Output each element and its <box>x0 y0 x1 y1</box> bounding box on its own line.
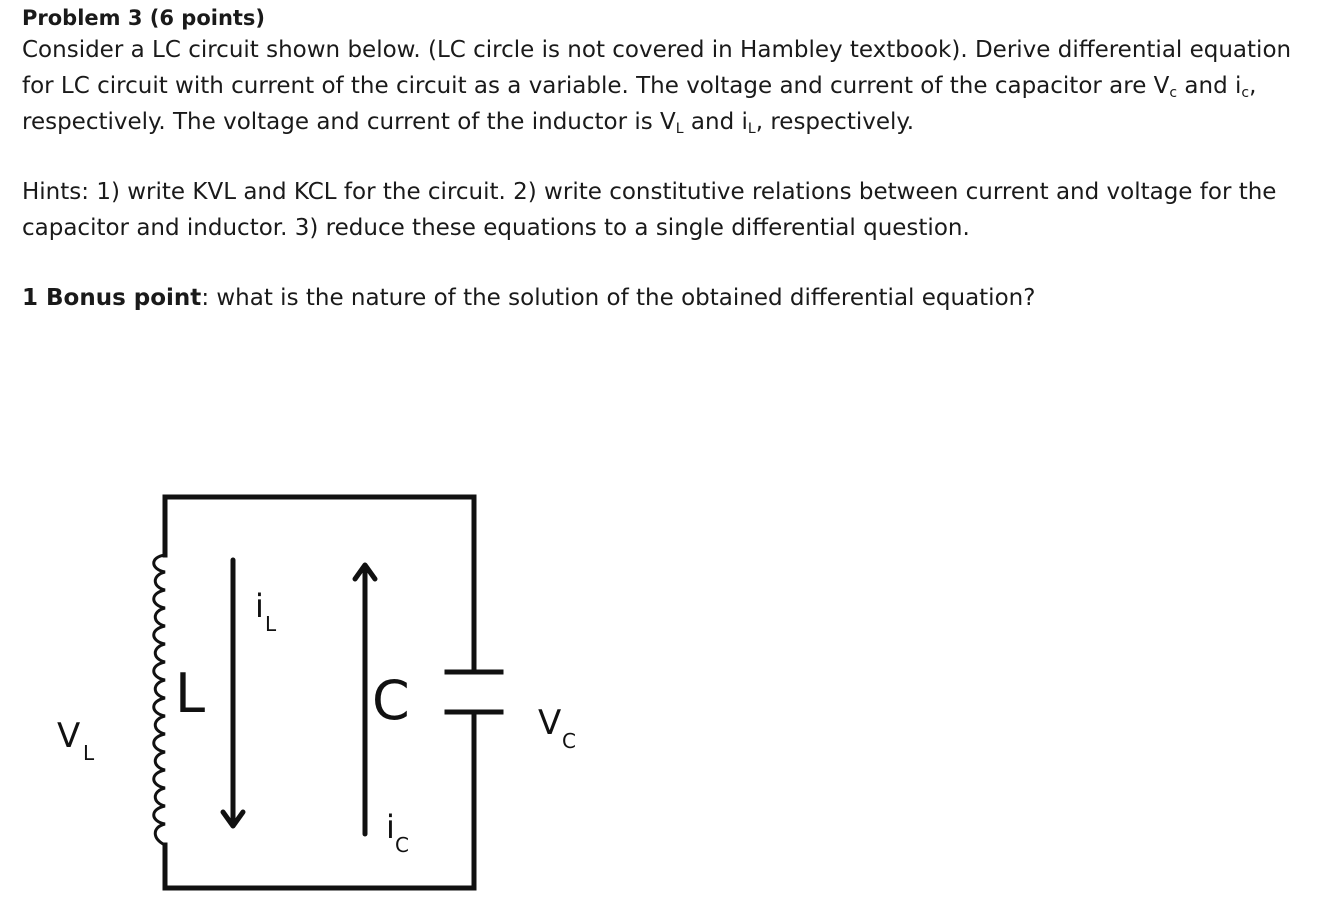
il-label-sub: L <box>265 612 277 636</box>
intro-sub-c1: c <box>1169 85 1178 101</box>
ic-label-sub: C <box>395 833 409 857</box>
capacitor-label: C <box>372 669 410 732</box>
top-wire <box>165 497 474 670</box>
vc-label-main: V <box>538 703 562 743</box>
inductor-label: L <box>175 662 206 725</box>
bonus-text: : what is the nature of the solution of the obtained differential equation? <box>201 285 1036 311</box>
intro-sub-l1: L <box>675 121 684 137</box>
ic-label-main: i <box>386 808 395 846</box>
il-arrow <box>223 560 243 826</box>
bottom-wire <box>165 714 474 888</box>
intro-text-2: and i <box>1177 73 1242 99</box>
il-label-main: i <box>255 587 264 625</box>
vl-label-main: V <box>57 716 81 756</box>
vc-label-sub: C <box>562 729 576 753</box>
inductor-coil <box>154 555 165 845</box>
intro-text-1: Consider a LC circuit shown below. (LC circle is not covered in Hambley textbook). Derive differential equation for LC circuit with current of the circuit as a variable. The voltage and current of the capacitor are V <box>22 37 1292 99</box>
problem-title: Problem 3 (6 points) <box>22 6 266 30</box>
intro-sub-c2: c <box>1241 85 1250 101</box>
intro-sub-l2: L <box>747 121 756 137</box>
intro-text-3: , respectively. The voltage and current of the inductor is V <box>22 73 1257 135</box>
problem-hints: Hints: 1) write KVL and KCL for the circuit. 2) write constitutive relations between current and voltage for the capacitor and inductor. 3) reduce these equations to a single differential question. <box>22 179 1277 241</box>
vl-label-sub: L <box>83 741 95 765</box>
intro-text-4: and i <box>683 109 748 135</box>
bonus-label: 1 Bonus point <box>22 285 202 311</box>
intro-text-5: , respectively. <box>755 109 915 135</box>
